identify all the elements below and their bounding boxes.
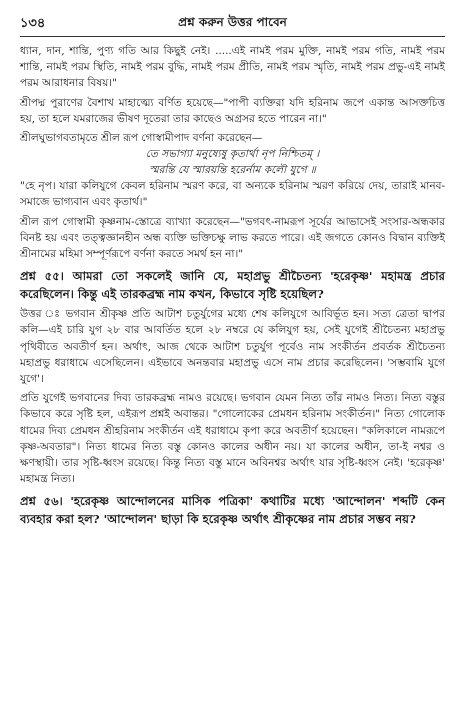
paragraph: "হে নৃপ। যারা কলিযুগে কেবল হরিনাম স্মরণ করে, বা অন্যকে হরিনাম স্মরণ করিয়ে দেয়, তারাই মানব-সমাজে ভাগ্যবান এবং কৃতার্থ।" <box>20 180 445 209</box>
paragraph: শ্রীল রূপ গোস্বামী কৃষ্ণনাম-স্তোত্রে ব্যাখ্যা করেছেন—"ভগবৎ-নামরূপ সূর্যের আভাসেই সংসার-অন্ধকার বিনষ্ট হয় এবং তত্ত্বজ্ঞানহীন অন্ধ ব্যক্তি ভক্তিচক্ষু লাভ করতে পারে। এই জগতে কোনও বিদ্বান ব্যক্তিই শ্রীনামের মহিমা সম্পূর্ণরূপে বর্ণনা করতে সমর্থ হন না।" <box>20 215 445 261</box>
running-title: প্রশ্ন করুন উত্তর পাবেন <box>178 15 287 29</box>
question-heading: প্রশ্ন ৫৫। আমরা তো সকলেই জানি যে, মহাপ্রভু শ্রীচৈতন্য 'হরেকৃষ্ণ' মহামন্ত্র প্রচার করেছিলেন। কিন্তু এই তারকব্রহ্ম নাম কখন, কিভাবে সৃষ্টি হয়েছিল? <box>20 269 445 302</box>
paragraph: প্রতি যুগেই ভগবানের দিব্য তারকব্রহ্ম নামও রয়েছে। ভগবান যেমন নিত্য তাঁর নামও নিত্য। নিত্য বস্তুর কিভাবে করে সৃষ্টি হল, এইরূপ প্রশ্নই অবান্তর। "গোলোকের প্রেমধন হরিনাম সংকীর্তন।" নিত্য গোলোক ধামের দিব্য প্রেমধন শ্রীহরিনাম সংকীর্তন এই ধরাধামে কৃপা করে অবতীর্ণ হয়েছেন। "কলিকালে নামরূপে কৃষ্ণ-অবতার"। নিত্য ধামের নিত্য বস্তু কোনও কালের অধীন নয়। যা কালের অধীন, তা-ই নশ্বর ও ক্ষণস্থায়ী। তার সৃষ্টি-ধ্বংস রয়েছে। কিন্তু নিত্য বস্তু মানে অবিনশ্বর অর্থাৎ যার সৃষ্টি-ধ্বংস নেই। 'হরেকৃষ্ণ' মহামন্ত্র নিত্য। <box>20 392 445 486</box>
page-body <box>20 37 445 528</box>
question-heading: প্রশ্ন ৫৬। 'হরেকৃষ্ণ আন্দোলনের মাসিক পত্রিকা' কথাটির মধ্যে 'আন্দোলন' শব্দটি কেন ব্যবহার করা হল? 'আন্দোলন' ছাড়া কি হরেকৃষ্ণ অর্থাৎ শ্রীকৃষ্ণের নাম প্রচার সম্ভব নয়? <box>20 494 445 527</box>
answer-paragraph: উত্তর ঃ ভগবান শ্রীকৃষ্ণ প্রতি আটাশ চতুর্যুগের মধ্যে শেষ কলিযুগে আবির্ভূত হন। সত্য ত্রেতা দ্বাপর কলি—এই চারি যুগ ২৮ বার আবর্তিত হলে ২৮ নম্বরে যে কলিযুগ হয়, সেই যুগেই শ্রীচৈতন্য মহাপ্রভু পৃথিবীতে অবতীর্ণ হন। অর্থাৎ, আজ থেকে আটাশ চতুর্যুগ পূর্বেও নাম সংকীর্তন প্রবর্তক শ্রীচৈতন্য মহাপ্রভু ধরাধামে এসেছিলেন। এইভাবে অনন্তবার মহাপ্রভু এসে নাম প্রচার করেছিলেন। 'সম্ভবামি যুগে যুগে'। <box>20 308 445 386</box>
page-number: ১৩৪ <box>20 16 46 31</box>
paragraph: শ্রীপদ্ম পুরাণের বৈশাখ মাহাত্ম্যে বর্ণিত হয়েছে—"পাপী ব্যক্তিরা যদি হরিনাম জপে একান্ত আসক্তচিত্ত হয়, তা হলে যমরাজের ভীষণ দূতেরা তার কাছেও অগ্রসর হতে পারেন না।" <box>20 96 445 125</box>
paragraph: ধ্যান, দান, শান্তি, পুণ্য গতি আর কিছুই নেই। .....এই নামই পরম মুক্তি, নামই পরম গতি, নামই পরম শান্তি, নামই পরম স্থিতি, নামই পরম বুদ্ধি, নামই পরম প্রীতি, নামই পরম স্মৃতি, নামই পরম প্রভু-এই নামই পরম আরাধনার বিষয়।" <box>20 45 445 90</box>
verse-line: স্মরন্তি যে স্মারয়ন্তি হরের্নাম কলৌ যুগে ॥ <box>149 164 316 177</box>
page-header <box>20 8 445 37</box>
verse-line: তে সভাগ্যা মনুষ্যেষু কৃতার্থা নৃপ নিশ্চিতম্‌ । <box>145 148 320 161</box>
paragraph: শ্রীলঘুভাগবতামৃতে শ্রীল রূপ গোস্বামীপাদ বর্ণনা করেছেন— <box>20 132 263 145</box>
